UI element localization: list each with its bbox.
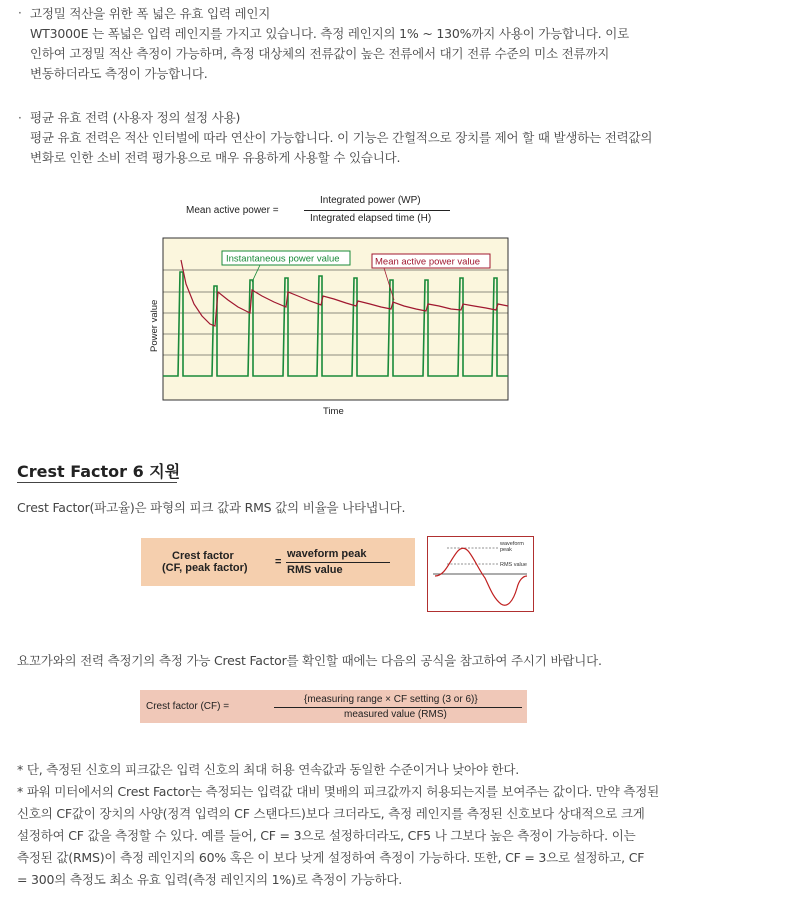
chart-ylabel: Power value — [149, 299, 160, 352]
footnote-2-line-3: 설정하여 CF 값을 측정할 수 있다. 예를 들어, CF = 3으로 설정하더라도, CF5 나 그보다 높은 측정이 가능하다. 이는 — [17, 828, 636, 843]
crest-formula-lhs-1: Crest factor — [172, 550, 234, 562]
crest-formula-num: waveform peak — [287, 548, 367, 560]
section2-line-2: 변화로 인한 소비 전력 평가용으로 매우 유용하게 사용할 수 있습니다. — [30, 150, 401, 165]
footnote-2-line-5: = 300의 측정도 최소 유효 입력(측정 레인지의 1%)로 측정이 가능하다. — [17, 872, 403, 887]
crest-formula2-line — [274, 707, 522, 708]
crest-formula2-den: measured value (RMS) — [344, 709, 447, 720]
mean-label: Mean active power value — [375, 256, 481, 268]
crest-heading: Crest Factor 6 지원 — [17, 462, 181, 481]
crest-waveform-diagram — [427, 536, 535, 612]
crest-heading-underline — [17, 482, 177, 483]
crest-formula2-num: {measuring range × CF setting (3 or 6)} — [304, 694, 478, 705]
waveform-peak-label-2: peak — [500, 547, 512, 553]
section1-title: 고정밀 적산을 위한 폭 넓은 유효 입력 레인지 — [30, 6, 271, 21]
instantaneous-label: Instantaneous power value — [226, 253, 340, 265]
section1-line-2: 인하여 고정밀 적산 측정이 가능하며, 측정 대상체의 전류값이 높은 전류에서 대기 전류 수준의 미소 전류까지 — [30, 46, 610, 61]
formula1-denominator: Integrated elapsed time (H) — [310, 213, 432, 224]
footnote-2-line-4: 측정된 값(RMS)이 측정 레인지의 60% 혹은 이 보다 낮게 설정하여 측정이 가능하다. 또한, CF = 3으로 설정하고, CF — [17, 850, 645, 865]
crest-formula-eq: = — [275, 556, 282, 568]
crest-formula-box — [141, 538, 415, 586]
footnote-2-line-2: 신호의 CF값이 장치의 사양(정격 입력의 CF 스탠다드)보다 크더라도, 측정 레인지를 측정된 신호보다 상대적으로 크게 — [17, 806, 645, 821]
section1-line-1: WT3000E 는 폭넓은 입력 레인지를 가지고 있습니다. 측정 레인지의 1% ~ 130%까지 사용이 가능합니다. 이로 — [30, 26, 629, 41]
crest-formula-line — [286, 562, 390, 563]
power-chart — [140, 234, 520, 424]
crest-intro: Crest Factor(파고율)은 파형의 피크 값과 RMS 값의 비율을 나타냅니다. — [17, 500, 406, 515]
crest-formula2-lhs: Crest factor (CF) = — [146, 701, 230, 712]
section2-line-1: 평균 유효 전력은 적산 인터벌에 따라 연산이 가능합니다. 이 기능은 간헐적으로 장치를 제어 할 때 발생하는 전력값의 — [30, 130, 653, 145]
crest-formula-den: RMS value — [287, 564, 343, 576]
crest-formula2-box — [140, 690, 527, 723]
chart-xlabel: Time — [323, 406, 344, 417]
formula1-lhs: Mean active power = — [186, 205, 279, 216]
formula1-numerator: Integrated power (WP) — [320, 195, 421, 206]
bullet-marker: · — [18, 6, 22, 20]
crest-note: 요꼬가와의 전력 측정기의 측정 가능 Crest Factor를 확인할 때에는 다음의 공식을 참고하여 주시기 바랍니다. — [17, 653, 602, 668]
section1-line-3: 변동하더라도 측정이 가능합니다. — [30, 66, 208, 81]
footnote-1: * 단, 측정된 신호의 피크값은 입력 신호의 최대 허용 연속값과 동일한 수준이거나 낮아야 한다. — [17, 762, 520, 777]
formula1-fraction-line — [304, 210, 450, 211]
footnote-2-line-1: * 파워 미터에서의 Crest Factor는 측정되는 입력값 대비 몇배의 피크값까지 허용되는지를 보여주는 값이다. 만약 측정된 — [17, 784, 660, 799]
waveform-peak-label-1: waveform — [500, 541, 524, 547]
crest-formula-lhs-2: (CF, peak factor) — [162, 562, 248, 574]
rms-value-label: RMS value — [500, 562, 527, 568]
bullet-marker: · — [18, 111, 22, 125]
section2-title: 평균 유효 전력 (사용자 정의 설정 사용) — [30, 110, 241, 125]
